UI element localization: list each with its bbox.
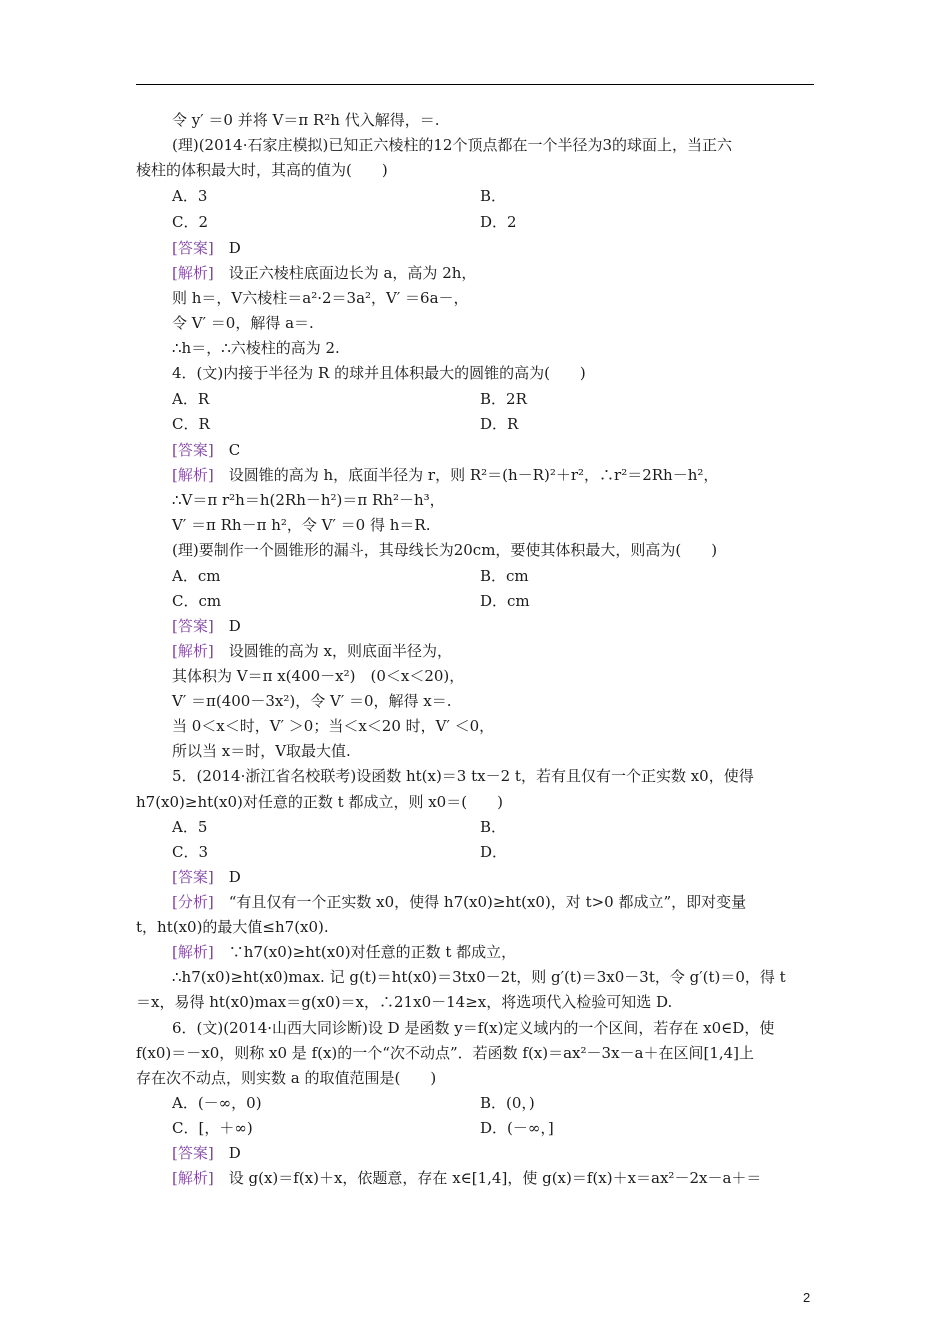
- text-line: [136, 917, 329, 937]
- line-text: V′ ＝π Rh－π h²，令 V′ ＝0 得 h＝R.: [172, 516, 431, 534]
- text-line: [172, 842, 208, 862]
- text-line: [480, 389, 527, 409]
- line-text: ∵h7(x0)≥ht(x0)对任意的正数 t 都成立，: [213, 943, 517, 961]
- text-line: [172, 1168, 761, 1188]
- section-tag: [答案]: [172, 1144, 214, 1162]
- line-text: D．(－∞，]: [480, 1119, 554, 1137]
- line-text: C．2: [172, 213, 209, 231]
- text-line: [172, 238, 241, 258]
- line-text: 设 g(x)＝f(x)＋x，依题意，存在 x∈[1,4]，使 g(x)＝f(x)＋x＝ax²－2x－a＋＝: [213, 1169, 762, 1187]
- section-tag: [分析]: [172, 893, 214, 911]
- text-line: [172, 766, 754, 786]
- line-text: A．cm: [172, 567, 221, 585]
- text-line: [480, 1118, 554, 1138]
- line-text: ＝x，易得 ht(x0)max＝g(x0)＝x，∴21x0－14≥x，将选项代入检验可知选 D.: [136, 993, 673, 1011]
- line-text: 则 h＝，V六棱柱＝a²·2＝3a²，V′ ＝6a－，: [172, 289, 469, 307]
- text-line: [172, 110, 439, 130]
- section-tag: [答案]: [172, 239, 214, 257]
- line-text: C: [213, 441, 241, 459]
- line-text: B．(0，): [480, 1094, 535, 1112]
- text-line: [172, 942, 516, 962]
- line-text: 存在次不动点，则实数 a 的取值范围是( ): [136, 1069, 437, 1087]
- line-text: D: [213, 868, 241, 886]
- line-text: B．2R: [480, 390, 527, 408]
- line-text: A．(－∞，0): [172, 1094, 262, 1112]
- text-line: [136, 1068, 436, 1088]
- line-text: f(x0)＝－x0，则称 x0 是 f(x)的一个“次不动点”．若函数 f(x)＝ax²－3x－a＋在区间[1,4]上: [136, 1044, 755, 1062]
- line-text: A．R: [172, 390, 210, 408]
- line-text: ∴h＝，∴六棱柱的高为 2.: [172, 339, 340, 357]
- text-line: [172, 440, 240, 460]
- line-text: B．: [480, 818, 507, 836]
- text-line: [480, 1093, 535, 1113]
- section-tag: [答案]: [172, 868, 214, 886]
- line-text: 棱柱的体积最大时，其高的值为( ): [136, 161, 388, 179]
- section-tag: [解析]: [172, 1169, 214, 1187]
- header-rule: [136, 84, 814, 85]
- text-line: [172, 263, 476, 283]
- line-text: C．R: [172, 415, 210, 433]
- text-line: [480, 566, 529, 586]
- line-text: ∴V＝π r²h＝h(2Rh－h²)＝π Rh²－h³，: [172, 491, 445, 509]
- line-text: (理)要制作一个圆锥形的漏斗，其母线长为20cm，要使其体积最大，则高为( ): [172, 541, 718, 559]
- text-line: [172, 363, 586, 383]
- section-tag: [答案]: [172, 441, 214, 459]
- text-line: [136, 992, 672, 1012]
- text-line: [172, 566, 220, 586]
- text-line: [480, 212, 517, 232]
- text-line: [172, 135, 732, 155]
- text-line: [172, 212, 208, 232]
- line-text: 设圆锥的高为 x，则底面半径为，: [213, 642, 452, 660]
- line-text: 5．(2014·浙江省名校联考)设函数 ht(x)＝3 tx－2 t，若有且仅有一个正实数 x0，使得: [172, 767, 754, 785]
- line-text: D: [213, 1144, 241, 1162]
- text-line: [172, 490, 445, 510]
- text-line: [480, 591, 530, 611]
- text-line: [172, 716, 494, 736]
- line-text: h7(x0)≥ht(x0)对任意的正数 t 都成立，则 x0＝( ): [136, 793, 503, 811]
- text-line: [172, 867, 241, 887]
- text-line: [172, 414, 210, 434]
- section-tag: [解析]: [172, 642, 214, 660]
- line-text: t，ht(x0)的最大值≤h7(x0).: [136, 918, 329, 936]
- line-text: A．5: [172, 818, 208, 836]
- line-text: D．2: [480, 213, 517, 231]
- text-line: [172, 591, 221, 611]
- text-line: [172, 186, 207, 206]
- line-text: 令 V′ ＝0，解得 a＝.: [172, 314, 314, 332]
- text-line: [136, 160, 388, 180]
- text-line: [172, 967, 786, 987]
- text-line: [136, 792, 503, 812]
- line-text: 其体积为 V＝π x(400－x²) (0＜x＜20)，: [172, 667, 465, 685]
- line-text: D: [213, 239, 241, 257]
- text-line: [172, 616, 241, 636]
- line-text: 所以当 x＝时，V取最大值.: [172, 742, 351, 760]
- line-text: D: [213, 617, 241, 635]
- line-text: B．: [480, 187, 507, 205]
- line-text: ∴h7(x0)≥ht(x0)max. 记 g(t)＝ht(x0)＝3tx0－2t，则 g′(t)＝3x0－3t，令 g′(t)＝0，得 t: [172, 968, 786, 986]
- text-line: [172, 1143, 241, 1163]
- text-line: [172, 338, 340, 358]
- text-line: [172, 666, 464, 686]
- text-line: [172, 465, 718, 485]
- line-text: A．3: [172, 187, 208, 205]
- line-text: 4．(文)内接于半径为 R 的球并且体积最大的圆锥的高为( ): [172, 364, 586, 382]
- text-line: [172, 817, 207, 837]
- line-text: D．cm: [480, 592, 530, 610]
- line-text: B．cm: [480, 567, 529, 585]
- line-text: C．cm: [172, 592, 222, 610]
- text-line: [172, 1018, 774, 1038]
- text-line: [172, 515, 430, 535]
- text-line: [172, 1093, 262, 1113]
- section-tag: [解析]: [172, 264, 214, 282]
- section-tag: [答案]: [172, 617, 214, 635]
- text-line: [172, 313, 314, 333]
- text-line: [172, 288, 469, 308]
- section-tag: [解析]: [172, 466, 214, 484]
- line-text: 令 y′ ＝0 并将 V＝π R²h 代入解得，＝.: [172, 111, 440, 129]
- text-line: [172, 641, 452, 661]
- text-line: [172, 389, 209, 409]
- text-line: [172, 540, 717, 560]
- text-line: [172, 892, 746, 912]
- text-line: [172, 741, 351, 761]
- line-text: 设圆锥的高为 h，底面半径为 r，则 R²＝(h－R)²＋r²，∴r²＝2Rh－h²，: [213, 466, 719, 484]
- line-text: D．: [480, 843, 508, 861]
- line-text: C．3: [172, 843, 209, 861]
- page-number: 2: [803, 1290, 811, 1305]
- line-text: 当 0＜x＜时，V′ ＞0；当＜x＜20 时，V′ ＜0，: [172, 717, 495, 735]
- line-text: 6．(文)(2014·山西大同诊断)设 D 是函数 y＝f(x)定义域内的一个区间，若存在 x0∈D，使: [172, 1019, 775, 1037]
- text-line: [172, 1118, 253, 1138]
- text-line: [172, 691, 452, 711]
- line-text: 设正六棱柱底面边长为 a，高为 2h，: [213, 264, 477, 282]
- line-text: D．R: [480, 415, 519, 433]
- text-line: [480, 817, 506, 837]
- text-line: [480, 414, 518, 434]
- line-text: C．[，＋∞): [172, 1119, 253, 1137]
- line-text: V′ ＝π(400－3x²)，令 V′ ＝0，解得 x＝.: [172, 692, 452, 710]
- line-text: (理)(2014·石家庄模拟)已知正六棱柱的12个顶点都在一个半径为3的球面上，当正六: [172, 136, 732, 154]
- line-text: “有且仅有一个正实数 x0，使得 h7(x0)≥ht(x0)，对 t>0 都成立”，即对变量: [213, 893, 747, 911]
- text-line: [136, 1043, 754, 1063]
- text-line: [480, 842, 507, 862]
- section-tag: [解析]: [172, 943, 214, 961]
- text-line: [480, 186, 506, 206]
